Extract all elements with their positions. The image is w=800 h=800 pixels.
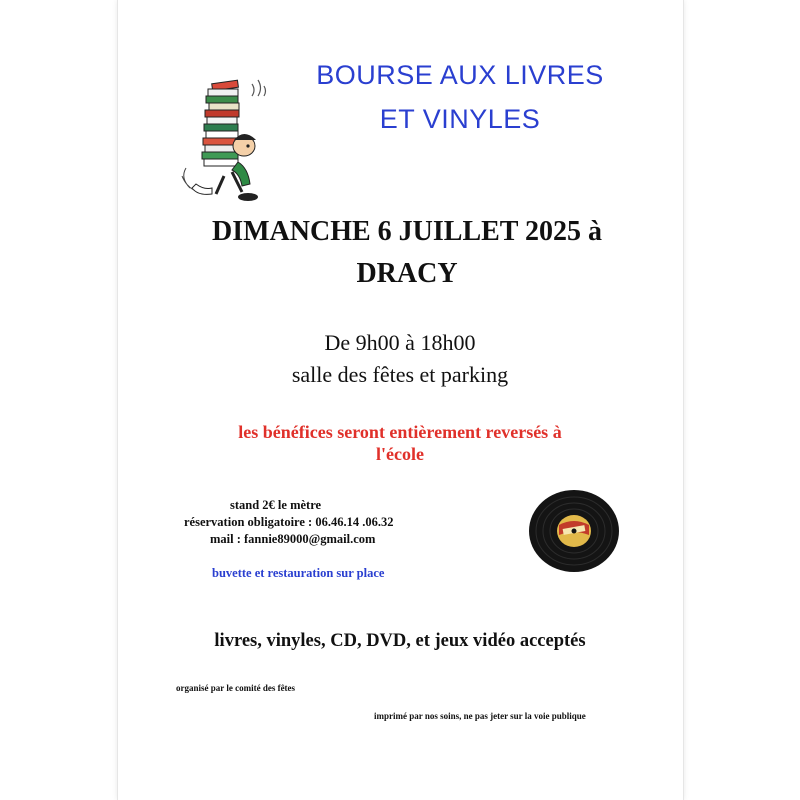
event-date: DIMANCHE 6 JUILLET 2025 à xyxy=(212,216,602,247)
event-place: DRACY xyxy=(356,258,458,289)
notice-line-2: l'école xyxy=(376,444,424,464)
event-venue: salle des fêtes et parking xyxy=(291,362,509,387)
event-hours: De 9h00 à 18h00 xyxy=(324,330,476,355)
notice-line-1: les bénéfices seront entièrement reversés à xyxy=(238,422,562,442)
accepted-items: livres, vinyles, CD, DVD, et jeux vidéo acceptés xyxy=(214,631,586,651)
title-line-2: ET VINYLES xyxy=(379,104,541,134)
title-line-1: BOURSE AUX LIVRES xyxy=(316,60,604,90)
contact-mail: mail : fannie89000@gmail.com xyxy=(210,532,376,546)
printed-note: imprimé par nos soins, ne pas jeter sur la voie publique xyxy=(374,711,586,721)
buvette-info: buvette et restauration sur place xyxy=(212,566,385,580)
organizer-note: organisé par le comité des fêtes xyxy=(176,683,296,693)
vinyl-record-icon xyxy=(527,489,621,573)
reservation-info: réservation obligatoire : 06.46.14 .06.32 xyxy=(184,515,394,529)
stand-price: stand 2€ le mètre xyxy=(230,498,322,512)
book-stack-character-illustration xyxy=(172,76,282,206)
